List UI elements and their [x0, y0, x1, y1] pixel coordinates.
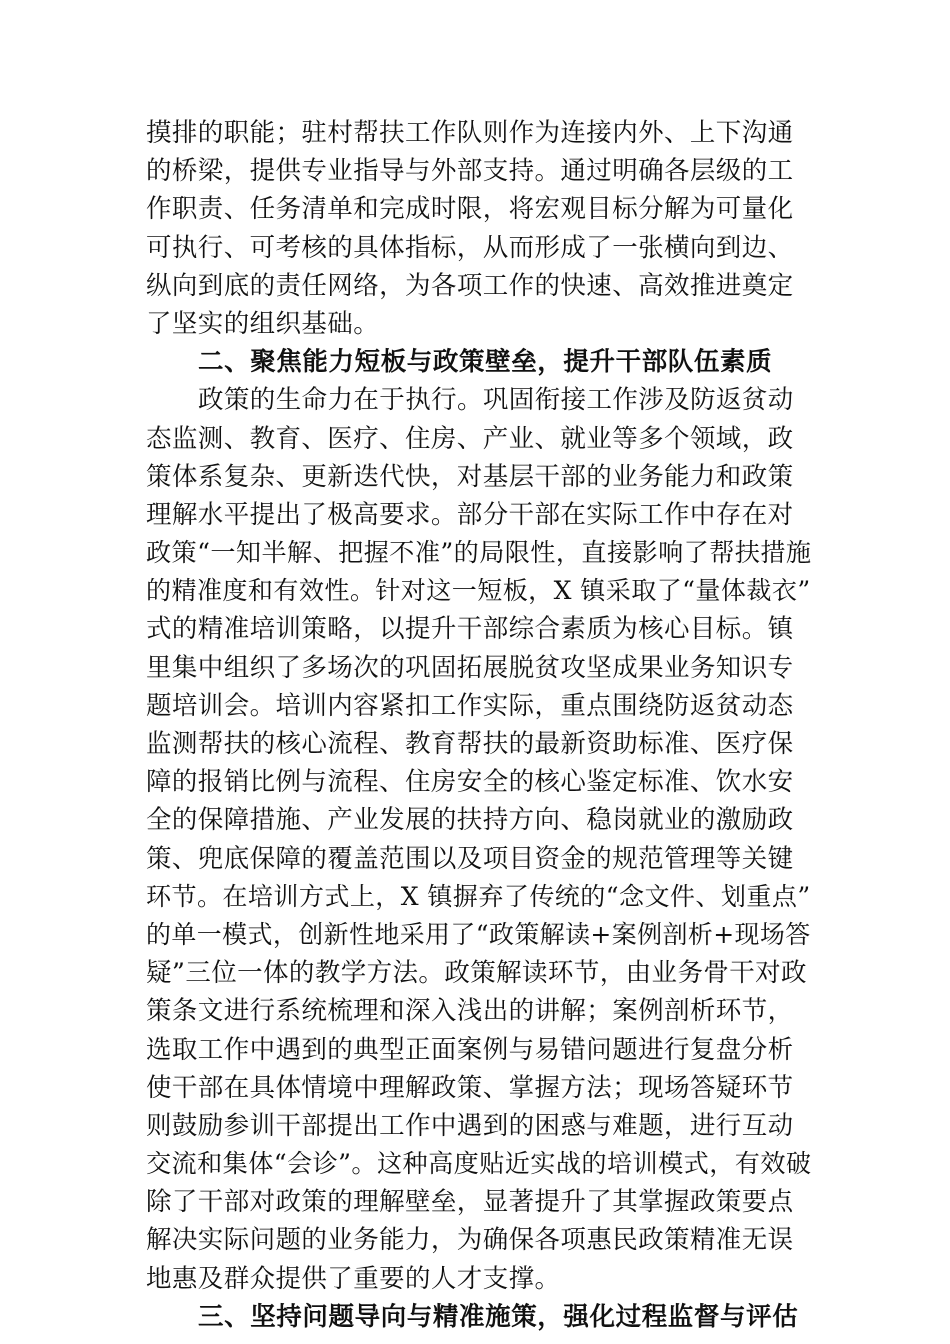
paragraph-line: 的精准度和有效性。针对这一短板，X 镇采取了“量体裁衣”	[146, 576, 811, 606]
paragraph-line: 环节。在培训方式上，X 镇摒弃了传统的“念文件、划重点”	[146, 881, 811, 911]
paragraph-line: 疑”三位一体的教学方法。政策解读环节，由业务骨干对政	[146, 958, 807, 989]
paragraph-line: 纵向到底的责任网络，为各项工作的快速、高效推进奠定	[146, 270, 794, 301]
paragraph-line: 除了干部对政策的理解壁垒，显著提升了其掌握政策要点	[146, 1187, 794, 1218]
paragraph-line: 摸排的职能；驻村帮扶工作队则作为连接内外、上下沟通	[146, 118, 794, 148]
paragraph-line: 策条文进行系统梳理和深入浅出的讲解；案例剖析环节，	[146, 996, 794, 1027]
paragraph-line: 作职责、任务清单和完成时限，将宏观目标分解为可量化	[146, 194, 794, 225]
paragraph-line: 题培训会。培训内容紧扣工作实际，重点围绕防返贫动态	[146, 690, 794, 721]
paragraph-line: 交流和集体“会诊”。这种高度贴近实战的培训模式，有效破	[146, 1149, 812, 1179]
paragraph-line: 全的保障措施、产业发展的扶持方向、稳岗就业的激励政	[146, 805, 794, 836]
paragraph-line: 式的精准培训策略，以提升干部综合素质为核心目标。镇	[146, 614, 794, 645]
paragraph-line: 监测帮扶的核心流程、教育帮扶的最新资助标准、医疗保	[146, 729, 794, 759]
paragraph-line: 选取工作中遇到的典型正面案例与易错问题进行复盘分析	[146, 1034, 794, 1065]
paragraph-line: 可执行、可考核的具体指标，从而形成了一张横向到边、	[146, 232, 794, 263]
paragraph-line: 态监测、教育、医疗、住房、产业、就业等多个领域，政	[146, 423, 794, 454]
body-text	[146, 114, 811, 1336]
paragraph-line: 策、兜底保障的覆盖范围以及项目资金的规范管理等关键	[146, 843, 794, 874]
paragraph-line: 政策的生命力在于执行。巩固衔接工作涉及防返贫动	[198, 385, 794, 416]
paragraph-line: 障的报销比例与流程、住房安全的核心鉴定标准、饮水安	[146, 767, 794, 798]
section-heading: 三、坚持问题导向与精准施策，强化过程监督与评估	[198, 1301, 799, 1332]
paragraph-line: 理解水平提出了极高要求。部分干部在实际工作中存在对	[146, 499, 794, 530]
paragraph-line: 则鼓励参训干部提出工作中遇到的困惑与难题，进行互动	[146, 1110, 794, 1141]
paragraph-line: 的桥梁，提供专业指导与外部支持。通过明确各层级的工	[146, 156, 794, 187]
paragraph-line: 地惠及群众提供了重要的人才支撑。	[146, 1263, 561, 1294]
paragraph-line: 的单一模式，创新性地采用了“政策解读+案例剖析+现场答	[146, 919, 811, 949]
paragraph-line: 了坚实的组织基础。	[146, 308, 380, 339]
section-heading: 二、聚焦能力短板与政策壁垒，提升干部队伍素质	[198, 347, 773, 378]
paragraph-line: 策体系复杂、更新迭代快，对基层干部的业务能力和政策	[146, 461, 794, 492]
paragraph-line: 解决实际问题的业务能力，为确保各项惠民政策精准无误	[146, 1225, 794, 1256]
paragraph-line: 里集中组织了多场次的巩固拓展脱贫攻坚成果业务知识专	[146, 652, 794, 683]
paragraph-line: 政策“一知半解、把握不准”的局限性，直接影响了帮扶措施	[146, 538, 812, 568]
paragraph-line: 使干部在具体情境中理解政策、掌握方法；现场答疑环节	[146, 1072, 794, 1103]
